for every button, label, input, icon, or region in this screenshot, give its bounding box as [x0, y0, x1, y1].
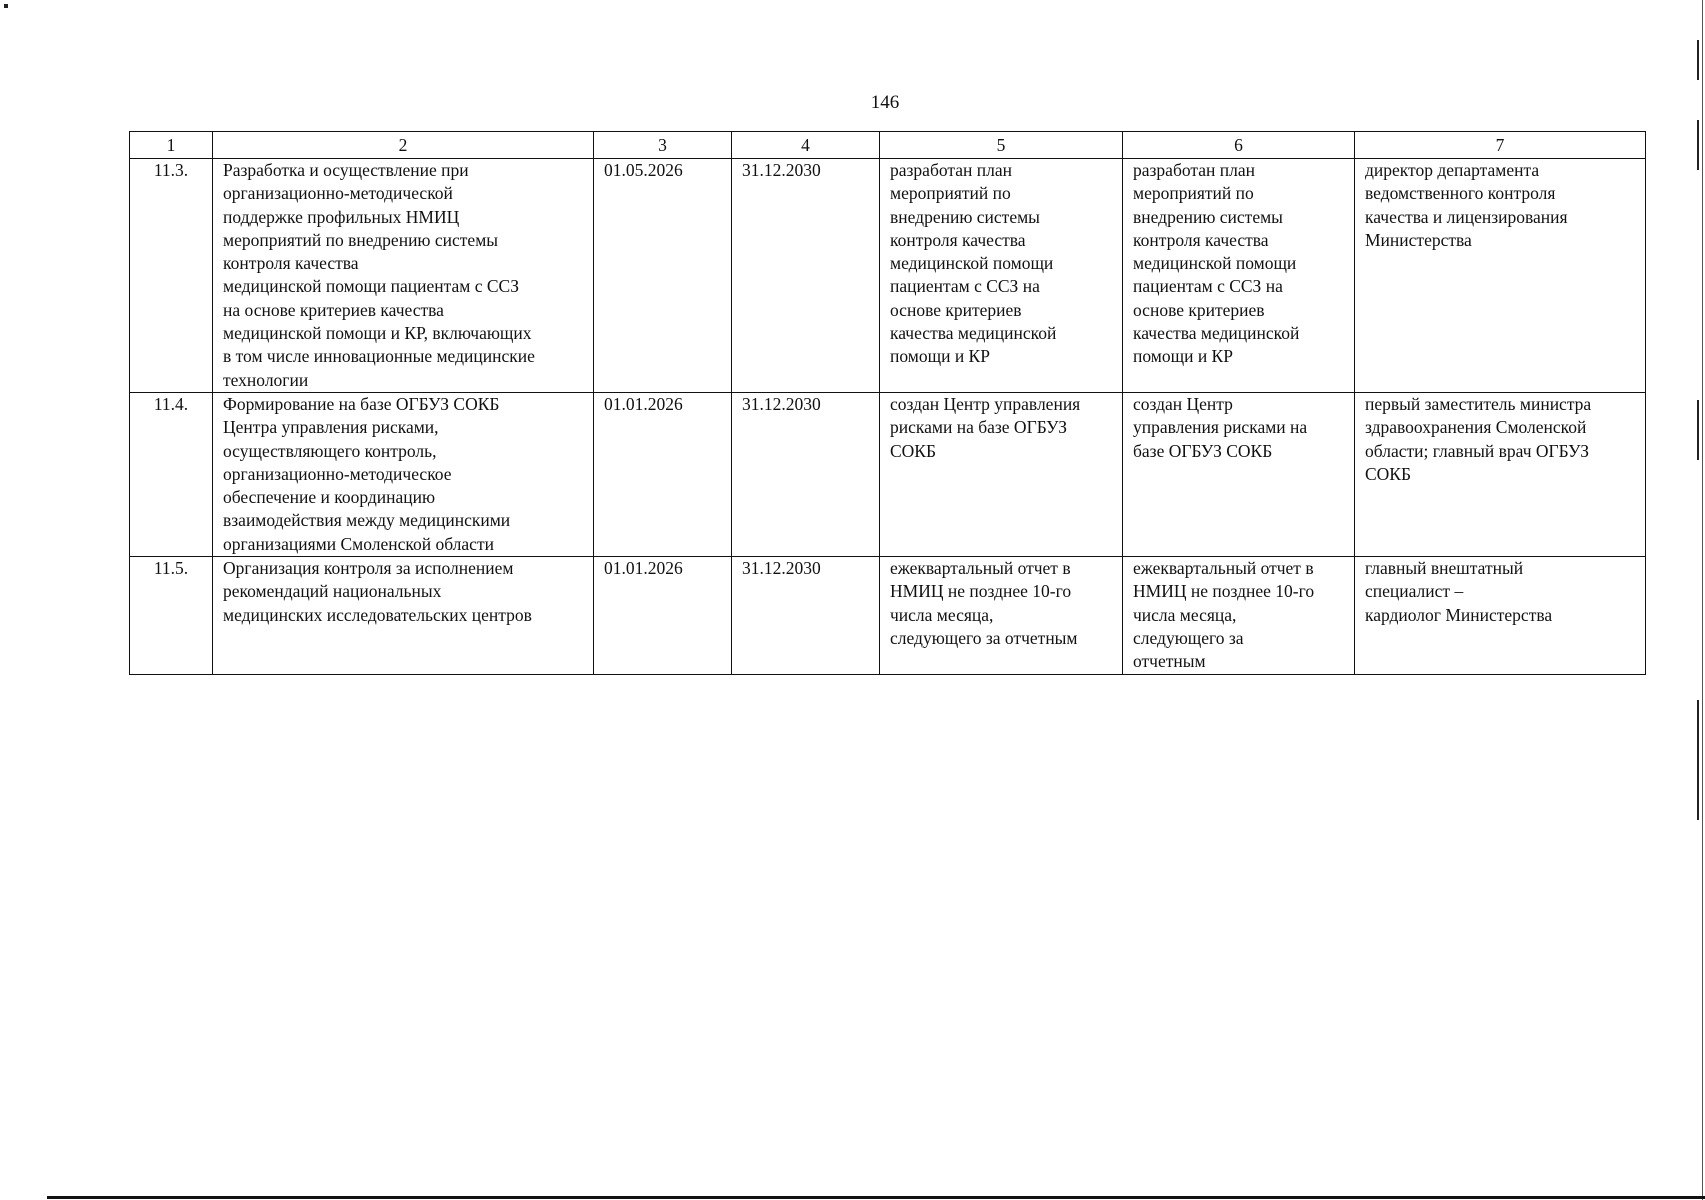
responsible: первый заместитель министра здравоохранения Смоленской области; главный врач ОГБУЗ СОКБ [1355, 393, 1646, 557]
end-date: 31.12.2030 [732, 557, 880, 674]
column-header-4: 4 [732, 132, 880, 159]
responsible: директор департамента ведомственного контроля качества и лицензирования Министерства [1355, 159, 1646, 393]
measure-text: Организация контроля за исполнением рекомендаций национальных медицинских исследовательских центров [213, 557, 594, 674]
page-number: 146 [870, 92, 900, 113]
column-header-6: 6 [1123, 132, 1355, 159]
column-header-7: 7 [1355, 132, 1646, 159]
bottom-rule [47, 1196, 1705, 1199]
item-number: 11.4. [130, 393, 213, 557]
table-row [130, 159, 1646, 393]
scan-edge-mark [1697, 40, 1699, 80]
column-header-2: 2 [213, 132, 594, 159]
indicator: ежеквартальный отчет в НМИЦ не позднее 10-го числа месяца, следующего за отчетным [1123, 557, 1355, 674]
indicator: создан Центр управления рисками на базе ОГБУЗ СОКБ [1123, 393, 1355, 557]
scan-speck [4, 4, 8, 8]
scan-edge-mark [1697, 120, 1699, 170]
column-header-1: 1 [130, 132, 213, 159]
header-row [130, 132, 1646, 159]
measure-text: Формирование на базе ОГБУЗ СОКБ Центра управления рисками, осуществляющего контроль, организационно-методическое обеспечение и координацию взаимодействия между медицинскими организациями Смоленской области [213, 393, 594, 557]
expected-result: ежеквартальный отчет в НМИЦ не позднее 10-го числа месяца, следующего за отчетным [880, 557, 1123, 674]
measures-table [129, 131, 1646, 675]
expected-result: разработан план мероприятий по внедрению системы контроля качества медицинской помощи пациентам с ССЗ на основе критериев качества медицинской помощи и КР [880, 159, 1123, 393]
responsible: главный внештатный специалист – кардиолог Министерства [1355, 557, 1646, 674]
scan-edge-line [1702, 0, 1703, 1200]
item-number: 11.3. [130, 159, 213, 393]
item-number: 11.5. [130, 557, 213, 674]
end-date: 31.12.2030 [732, 159, 880, 393]
expected-result: создан Центр управления рисками на базе ОГБУЗ СОКБ [880, 393, 1123, 557]
table-row [130, 393, 1646, 557]
indicator: разработан план мероприятий по внедрению системы контроля качества медицинской помощи пациентам с ССЗ на основе критериев качества медицинской помощи и КР [1123, 159, 1355, 393]
table-row [130, 557, 1646, 674]
start-date: 01.01.2026 [594, 393, 732, 557]
end-date: 31.12.2030 [732, 393, 880, 557]
scan-edge-mark [1697, 400, 1699, 460]
measure-text: Разработка и осуществление при организационно-методической поддержке профильных НМИЦ мероприятий по внедрению системы контроля качества медицинской помощи пациентам с ССЗ на основе критериев качества медицинской помощи и КР, включающих в том числе инновационные медицинские технологии [213, 159, 594, 393]
column-header-5: 5 [880, 132, 1123, 159]
scan-edge-mark [1697, 700, 1699, 820]
start-date: 01.05.2026 [594, 159, 732, 393]
column-header-3: 3 [594, 132, 732, 159]
start-date: 01.01.2026 [594, 557, 732, 674]
